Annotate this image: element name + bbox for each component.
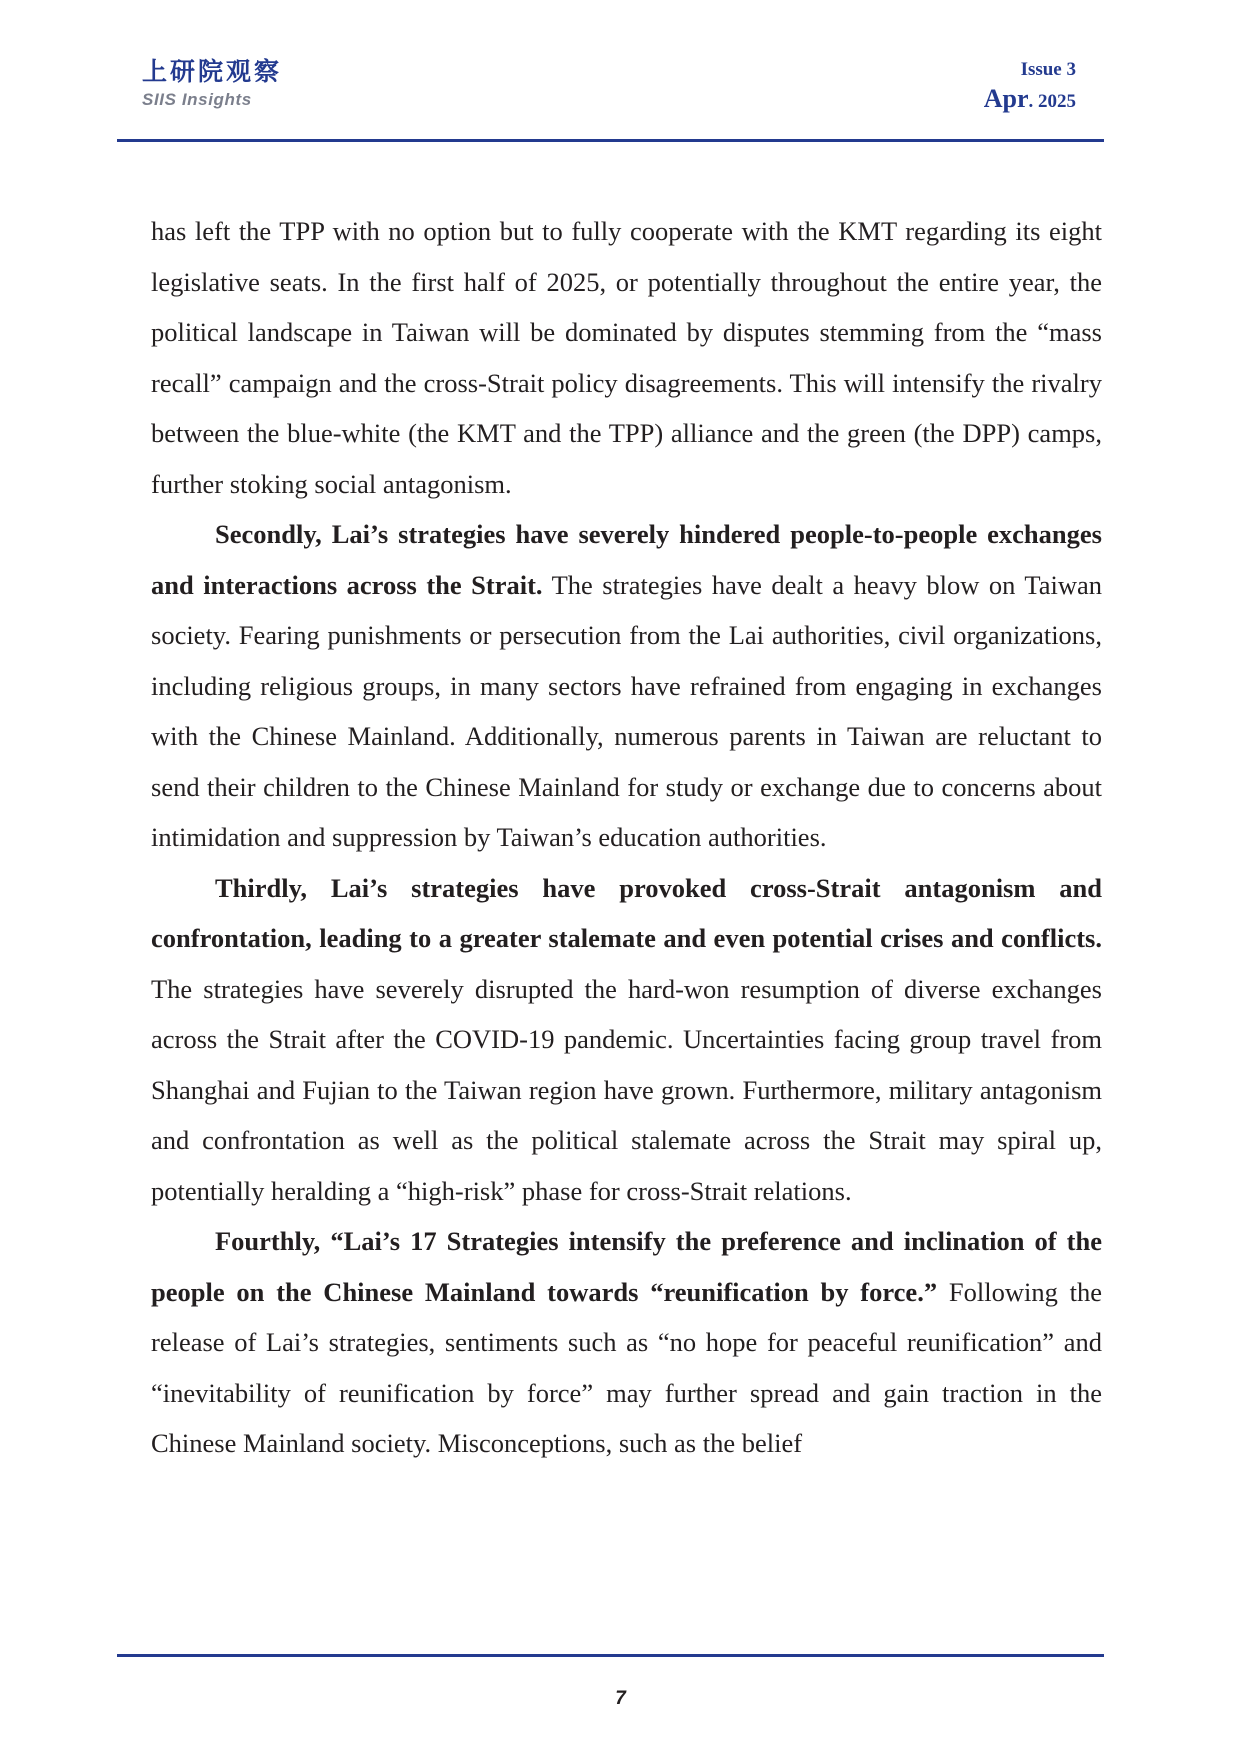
footer-divider <box>117 1654 1104 1657</box>
page-number: 7 <box>615 1688 626 1709</box>
paragraph-4 <box>151 1216 1102 1469</box>
issue-date-year: . 2025 <box>1028 91 1076 112</box>
paragraph-4-text: Following the release of Lai’s strategies, sentiments such as “no hope for peaceful reunification” and “inevitability of reunification by force” may further spread and gain traction in the Chinese Mainland society. Misconceptions, such as the belief <box>151 1276 1103 1458</box>
article-body <box>151 206 1102 1469</box>
paragraph-3-text: The strategies have severely disrupted the hard-won resumption of diverse exchanges across the Strait after the COVID-19 pandemic. Uncertainties facing group travel from Shanghai and Fujian to the Taiwan region have grown. Furthermore, military antagonism and confrontation as well as the political stalemate across the Strait may spiral up, potentially heralding a “high-risk” phase for cross-Strait relations. <box>151 973 1102 1206</box>
issue-number: Issue 3 <box>1020 59 1076 80</box>
header-logo <box>142 58 282 110</box>
paragraph-3 <box>151 863 1102 1217</box>
paragraph-4-lead: Fourthly, “Lai’s 17 Strategies intensify the preference and inclination of the people on the Chinese Mainland towards “reunification by force.” <box>151 1226 1102 1307</box>
logo-chinese-title: 上研院观察 <box>142 57 283 86</box>
logo-english-title: SIIS Insights <box>142 90 252 109</box>
issue-date <box>984 84 1076 117</box>
paragraph-2-text: The strategies have dealt a heavy blow on Taiwan society. Fearing punishments or persecution from the Lai authorities, civil organizations, including religious groups, in many sectors have refrained from engaging in exchanges with the Chinese Mainland. Additionally, numerous parents in Taiwan are reluctant to send their children to the Chinese Mainland for study or exchange due to concerns about intimidation and suppression by Taiwan’s education authorities. <box>151 569 1102 852</box>
paragraph-2 <box>151 509 1102 863</box>
issue-info <box>984 58 1076 117</box>
issue-date-month: Apr <box>983 84 1029 113</box>
paragraph-2-lead: Secondly, Lai’s strategies have severely hindered people-to-people exchanges and interactions across the Strait. <box>151 519 1102 600</box>
header-divider <box>117 139 1104 142</box>
paragraph-1: has left the TPP with no option but to fully cooperate with the KMT regarding its eight legislative seats. In the first half of 2025, or potentially throughout the entire year, the political landscape in Taiwan will be dominated by disputes stemming from the “mass recall” campaign and the cross-Strait policy disagreements. This will intensify the rivalry between the blue-white (the KMT and the TPP) alliance and the green (the DPP) camps, further stoking social antagonism. <box>151 216 1102 499</box>
paragraph-3-lead: Thirdly, Lai’s strategies have provoked cross-Strait antagonism and confrontation, leading to a greater stalemate and even potential crises and conflicts. <box>151 872 1102 953</box>
